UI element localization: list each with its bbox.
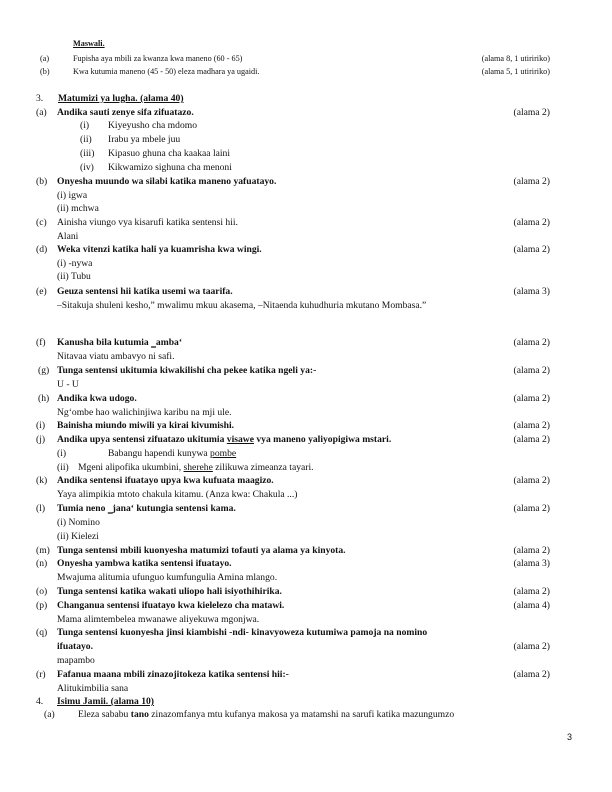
q3a-item-text: Kiyeyusho cha mdomo: [108, 120, 197, 131]
q3a-item-num: (i): [80, 120, 90, 131]
q3a-label: (a): [36, 107, 47, 118]
q3n-text: Onyesha yambwa katika sentensi ifuatayo.: [57, 558, 232, 569]
maswali-b-marks: (alama 5, 1 utiririko): [481, 67, 550, 76]
maswali-a-text: Fupisha aya mbili za kwanza kwa maneno (60 - 65): [73, 54, 243, 63]
q3l-item: (ii) Kielezi: [57, 531, 99, 542]
maswali-a-label: (a): [40, 54, 50, 63]
q3c-text: Ainisha viungo vya kisarufi katika sentensi hii.: [57, 217, 238, 228]
q3j-item-text: Mgeni alipofika ukumbini, sherehe zilikuwa zimeanza tayari.: [78, 462, 314, 473]
page-number: 3: [566, 732, 572, 742]
q3j-underlined-word: visawe: [226, 434, 254, 445]
q3d-text: Weka vitenzi katika hali ya kuamrisha kwa wingi.: [57, 244, 262, 255]
q3o-label: (o): [36, 586, 48, 597]
q3q-example: mapambo: [57, 655, 95, 666]
q3g-example: U - U: [57, 379, 79, 390]
q3n-example: Mwajuma alitumia ufunguo kumfungulia Amina mlango.: [57, 572, 278, 583]
q3f-example: Nitavaa viatu ambavyo ni safi.: [57, 351, 175, 362]
q3r-label: (r): [36, 669, 46, 680]
q3j-item-num: (ii): [57, 462, 69, 473]
q3n-marks: (alama 3): [513, 558, 550, 569]
maswali-a-marks: (alama 8, 1 utiririko): [481, 54, 550, 63]
q3j-item-text: Babangu hapendi kunywa pombe: [108, 448, 237, 459]
q3p-example: Mama alimtembelea mwanawe aliyekuwa mgonjwa.: [57, 614, 260, 625]
q3a-item-num: (iii): [80, 148, 95, 159]
q3b-marks: (alama 2): [513, 176, 550, 187]
q3b-item: (ii) mchwa: [57, 203, 99, 214]
q3p-marks: (alama 4): [513, 600, 550, 611]
q3c-marks: (alama 2): [513, 217, 550, 228]
q3q-text-cont: ifuatayo.: [57, 641, 93, 652]
maswali-b-text: Kwa kutumia maneno (45 - 50) eleza madhara ya ugaidi.: [73, 67, 260, 76]
q3n-label: (n): [36, 558, 48, 569]
q3a-text: Andika sauti zenye sifa zifuatazo.: [57, 107, 194, 118]
maswali-title: Maswali.: [73, 39, 105, 48]
q3j-marks: (alama 2): [513, 434, 550, 445]
q3o-marks: (alama 2): [513, 586, 550, 597]
q3i-marks: (alama 2): [513, 420, 550, 431]
q4a-text: Eleza sababu tano zinazomfanya mtu kufanya makosa ya matamshi na sarufi katika mazungumzo: [78, 709, 455, 720]
q3m-label: (m): [36, 545, 50, 556]
q3e-example: –Sitakuja shuleni kesho,” mwalimu mkuu akasema, –Nitaenda kuhudhuria mkutano Mombasa.”: [57, 300, 427, 311]
section3-title: Matumizi ya lugha. (alama 40): [58, 93, 184, 104]
q3h-example: Ng‘ombe hao walichinjiwa karibu na mji ule.: [57, 407, 232, 418]
q3l-label: (l): [36, 503, 46, 514]
q3d-item: (ii) Tubu: [57, 271, 91, 282]
q3g-text: Tunga sentensi ukitumia kiwakilishi cha pekee katika ngeli ya:-: [57, 365, 317, 376]
q3e-text: Geuza sentensi hii katika usemi wa taarifa.: [57, 286, 233, 297]
q3a-item-num: (iv): [80, 162, 94, 173]
q3q-label: (q): [36, 627, 48, 638]
q3k-text: Andika sentensi ifuatayo upya kwa kufuata maagizo.: [57, 475, 274, 486]
q3b-text: Onyesha muundo wa silabi katika maneno yafuatayo.: [57, 176, 277, 187]
q3k-marks: (alama 2): [513, 475, 550, 486]
q3d-marks: (alama 2): [513, 244, 550, 255]
q3r-marks: (alama 2): [513, 669, 550, 680]
q3q-text: Tunga sentensi kuonyesha jinsi kiambishi -ndi- kinavyoweza kutumiwa pamoja na nomino: [57, 627, 428, 638]
q3d-label: (d): [36, 244, 48, 255]
q3m-text: Tunga sentensi mbili kuonyesha matumizi tofauti ya alama ya kinyota.: [57, 545, 346, 556]
q3a-item-text: Irabu ya mbele juu: [108, 134, 181, 145]
q3f-marks: (alama 2): [513, 337, 550, 348]
q3c-label: (c): [36, 217, 47, 228]
q3a-item-num: (ii): [80, 134, 92, 145]
q3k-example: Yaya alimpikia mtoto chakula kitamu. (Anza kwa: Chakula ...): [57, 489, 298, 500]
q3h-text: Andika kwa udogo.: [57, 393, 137, 404]
q3c-example: Alani: [57, 231, 79, 242]
q3a-item-text: Kipasuo ghuna cha kaakaa laini: [108, 148, 231, 159]
q3f-label: (f): [36, 337, 46, 348]
q4a-label: (a): [44, 709, 55, 720]
q3b-label: (b): [36, 176, 48, 187]
q3p-text: Changanua sentensi ifuatayo kwa kielelezo cha matawi.: [57, 600, 285, 611]
section4-title: Isimu Jamii. (alama 10): [57, 696, 155, 707]
q3e-marks: (alama 3): [513, 286, 550, 297]
q3l-item: (i) Nomino: [57, 517, 100, 528]
q3a-marks: (alama 2): [513, 107, 550, 118]
q3j-text: Andika upya sentensi zifuatazo ukitumia visawe vya maneno yaliyopigiwa mstari.: [57, 434, 392, 445]
q3a-item-text: Kikwamizo sighuna cha menoni: [108, 162, 232, 173]
q3d-item: (i) -nywa: [57, 258, 93, 269]
q3h-label: (h): [38, 393, 50, 404]
q3l-text: Tumia neno ‗jana‘ kutungia sentensi kama.: [57, 503, 236, 514]
q3b-item: (i) igwa: [57, 190, 88, 201]
q3f-text: Kanusha bila kutumia ‗amba‘: [57, 337, 183, 348]
q3g-marks: (alama 2): [513, 365, 550, 376]
q3l-marks: (alama 2): [513, 503, 550, 514]
q3j-label: (j): [36, 434, 46, 445]
maswali-b-label: (b): [40, 67, 50, 76]
q3h-marks: (alama 2): [513, 393, 550, 404]
q3j-item-num: (i): [57, 448, 67, 459]
q3r-example: Alitukimbilia sana: [57, 683, 129, 694]
q3m-marks: (alama 2): [513, 545, 550, 556]
q3e-label: (e): [36, 286, 47, 297]
section4-number: 4.: [36, 696, 44, 707]
q3o-text: Tunga sentensi katika wakati uliopo hali isiyothihirika.: [57, 586, 282, 597]
q3i-label: (i): [36, 420, 46, 431]
q3i-text: Bainisha miundo miwili ya kirai kivumishi.: [57, 420, 235, 431]
q3g-label: (g): [38, 365, 50, 376]
q3p-label: (p): [36, 600, 48, 611]
q3k-label: (k): [36, 475, 48, 486]
q3r-text: Fafanua maana mbili zinazojitokeza katika sentensi hii:-: [57, 669, 289, 680]
section3-number: 3.: [36, 93, 44, 104]
q3q-marks: (alama 2): [513, 641, 550, 652]
